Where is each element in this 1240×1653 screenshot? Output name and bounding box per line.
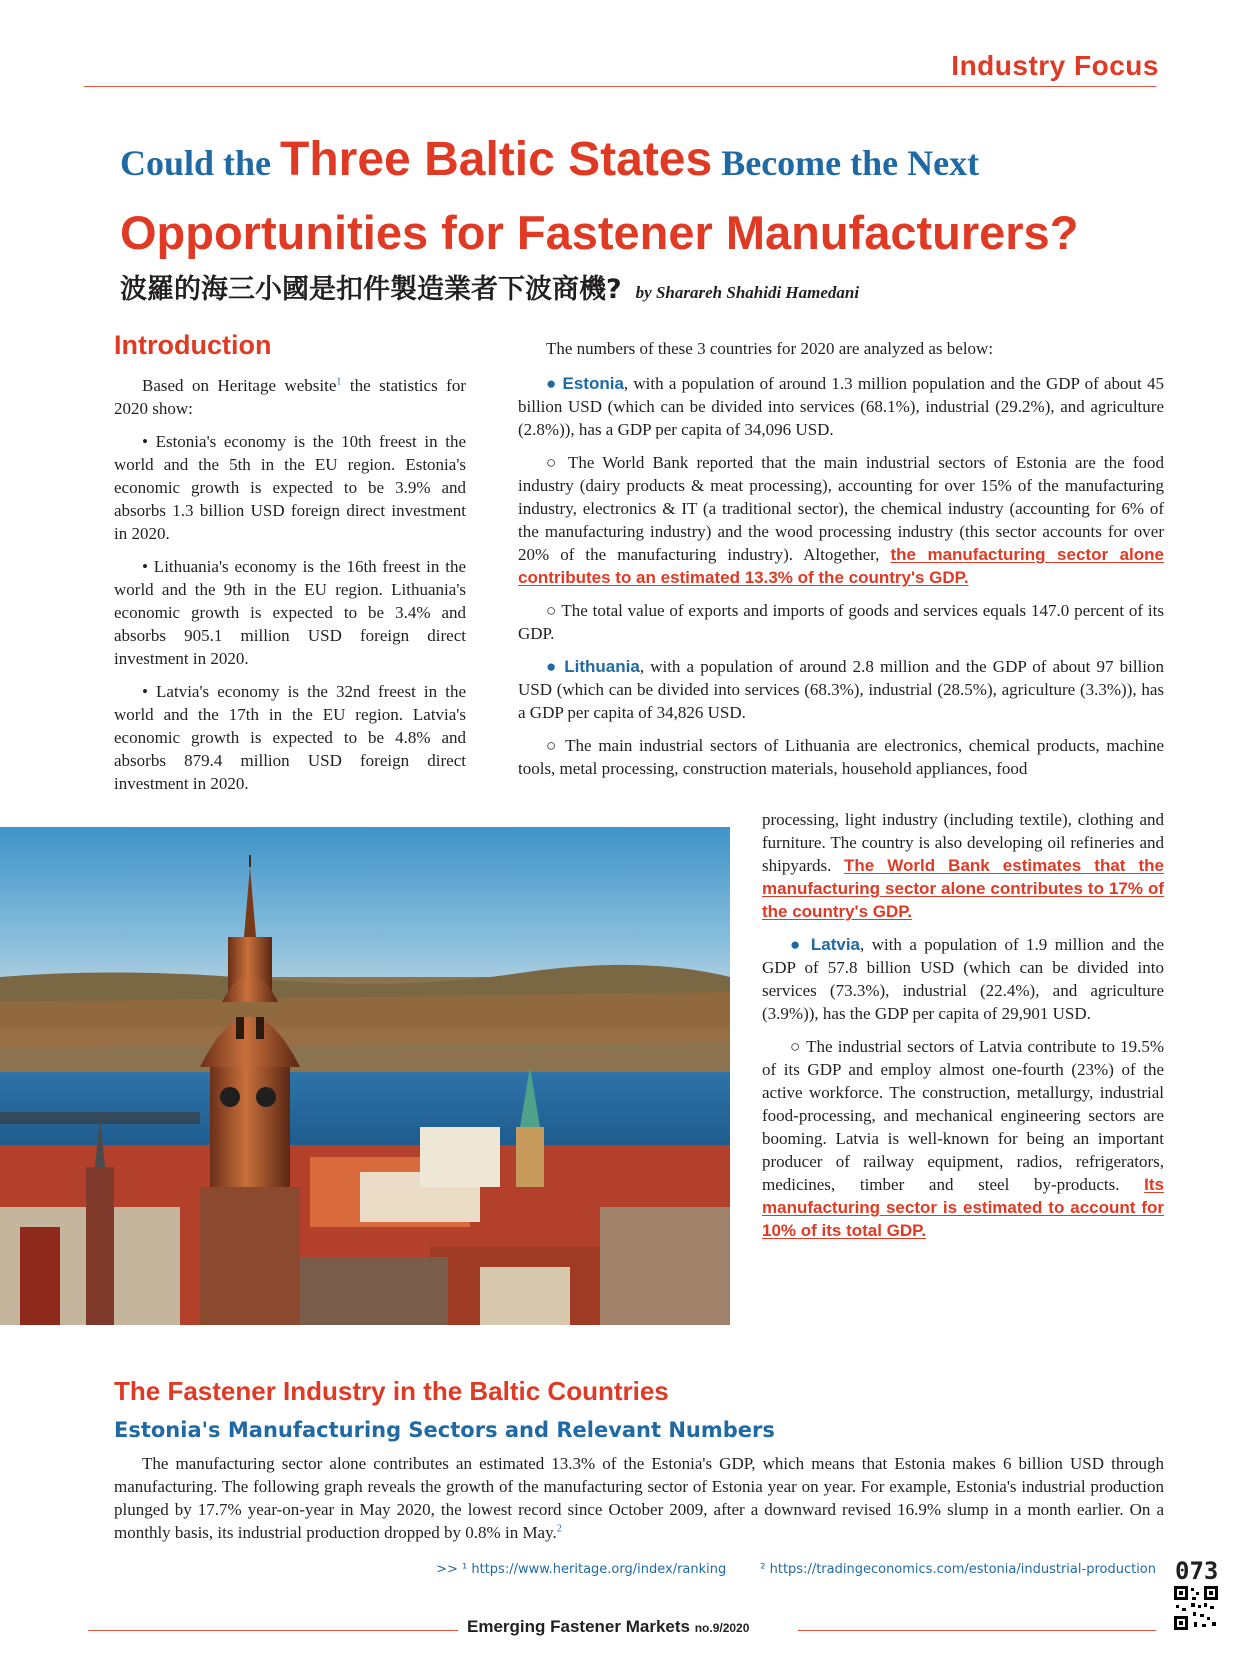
magazine-name: Emerging Fastener Markets (467, 1617, 695, 1636)
footnote-2[interactable]: ² https://tradingeconomics.com/estonia/industrial-production (760, 1562, 1156, 1577)
lithuania-industry-paragraph: ○ The main industrial sectors of Lithuania are electronics, chemical products, machine tools, metal processing, construction materials, household appliances, food (518, 736, 1164, 778)
footer-rule-right (798, 1630, 1156, 1631)
bullet-dot: ● (546, 657, 565, 676)
title-line-3 (120, 268, 1180, 315)
analysis-lead: The numbers of these 3 countries for 2020 are analyzed as below: (546, 339, 994, 358)
lithuania-freedom-bullet: • Lithuania's economy is the 16th freest in the world and the 9th in the EU region. Lithuania's economic growth is expected to be 3.4% and absorbs 905.1 million USD foreign direct investment in 2020. (114, 557, 466, 668)
analysis-column (518, 337, 1164, 780)
lithuania-text: , with a population of around 2.8 million and the GDP of about 97 billion USD (which can be divided into services (68.3%), industrial (28.5%), agriculture (3.3%)), has a GDP per capita of 34,826 USD. (518, 657, 1164, 722)
lithuania-paragraph (518, 655, 1164, 724)
estonia-gdp-highlight: the manufacturing sector alone contributes to an estimated 13.3% of the country's GDP. (518, 545, 1164, 587)
estonia-paragraph (518, 372, 1164, 441)
fastener-body (114, 1452, 1164, 1554)
country-estonia: Estonia (562, 374, 624, 393)
country-lithuania: Lithuania (564, 657, 640, 676)
title-line-2: Opportunities for Fastener Manufacturers? (120, 206, 1079, 259)
latvia-freedom-bullet: • Latvia's economy is the 32nd freest in the world and the 17th in the EU region. Latvia's economic growth is expected to be 4.8% and absorbs 879.4 million USD foreign direct investment in 2020. (114, 682, 466, 793)
estonia-industry-paragraph (518, 451, 1164, 589)
analysis-column-lower (762, 808, 1164, 1252)
latvia-gdp-highlight: Its manufacturing sector is estimated to account for 10% of its total GDP. (762, 1175, 1164, 1240)
riga-cityscape-photo (0, 827, 730, 1325)
section-label: Industry Focus (951, 50, 1159, 81)
title-suffix: Become the Next (712, 143, 980, 183)
latvia-paragraph (762, 933, 1164, 1025)
lithuania-gdp-highlight: The World Bank estimates that the manufacturing sector alone contributes to 17% of the country's GDP. (762, 856, 1164, 921)
estonia-trade-paragraph: ○ The total value of exports and imports of goods and services equals 147.0 percent of its GDP. (518, 601, 1164, 643)
intro-heading: Introduction (114, 330, 272, 360)
latvia-text: , with a population of 1.9 million and the GDP of 57.8 billion USD (which can be divided into services (73.3%), industrial (22.4%), and agriculture (3.9%)), has the GDP per capita of 29,901 USD. (762, 935, 1164, 1023)
estonia-freedom-bullet: • Estonia's economy is the 10th freest in the world and the 5th in the EU region. Estonia's economic growth is expected to be 3.9% and absorbs 1.3 billion USD foreign direct investment in 2020. (114, 432, 466, 543)
lithuania-industry-continued (762, 808, 1164, 923)
title-prefix: Could the (120, 143, 281, 183)
chinese-title: 波羅的海三小國是扣件製造業者下波商機? (120, 274, 622, 305)
fastener-paragraph (114, 1452, 1164, 1544)
intro-text-rest: the statistics for 2020 show: (114, 376, 466, 418)
bullet-dot: ● (546, 374, 563, 393)
title-line-1 (120, 130, 1180, 200)
intro-column (114, 374, 466, 805)
footer-magazine (467, 1617, 749, 1637)
footnote-ref-1: 1 (336, 376, 342, 388)
estonia-industry-text: ○ The World Bank reported that the main industrial sectors of Estonia are the food industry (dairy products & meat processing), accounting for over 15% of the manufacturing industry, electronics & IT (a traditional sector), the chemical industry (accounting for 6% of the manufacturing industry) and the wood processing industry (this sector accounts for over 20% of the manufacturing industry). Altogether, (518, 453, 1164, 564)
footnotes (436, 1562, 1156, 1577)
title-highlight: Three Baltic States (280, 133, 713, 186)
page-number: 073 (1175, 1557, 1219, 1585)
fastener-heading: The Fastener Industry in the Baltic Countries (114, 1376, 669, 1406)
bullet-dot: ● (790, 935, 811, 954)
article-title (120, 130, 1180, 315)
country-latvia: Latvia (810, 935, 861, 954)
latvia-industry-paragraph (762, 1035, 1164, 1242)
lithuania-industry-text: processing, light industry (including textile), clothing and furniture. The country is also developing oil refineries and shipyards. (762, 810, 1164, 875)
byline: by Sharareh Shahidi Hamedani (635, 283, 860, 302)
issue-number: no.9/2020 (694, 1621, 750, 1635)
intro-text: Based on Heritage website (142, 376, 337, 395)
footnote-1[interactable]: >> ¹ https://www.heritage.org/index/ranking (436, 1562, 727, 1577)
estonia-text: , with a population of around 1.3 million population and the GDP of about 45 billion USD (which can be divided into services (68.1%), industrial (29.2%), and agriculture (2.8%)), has a GDP per capita of 34,096 USD. (518, 374, 1164, 439)
header-rule (84, 86, 1156, 87)
qr-code (1174, 1586, 1218, 1630)
latvia-industry-text: ○ The industrial sectors of Latvia contribute to 19.5% of its GDP and employ almost one-fourth (23%) of the active workforce. The construction, metallurgy, industrial food-processing, and mechanical engineering sectors are booming. Latvia is well-known for being an important producer of railway equipment, radios, refrigerators, medicines, timber and steel by-products. (762, 1037, 1164, 1194)
intro-paragraph (114, 374, 466, 420)
footnote-ref-2: 2 (556, 1523, 562, 1535)
fastener-subheading: Estonia's Manufacturing Sectors and Relevant Numbers (114, 1418, 775, 1442)
footer-rule-left (88, 1630, 458, 1631)
fastener-text: The manufacturing sector alone contributes an estimated 13.3% of the Estonia's GDP, which means that Estonia makes 6 billion USD through manufacturing. The following graph reveals the growth of the manufacturing sector of Estonia year on year. For example, Estonia's industrial production plunged by 17.7% year-on-year in May 2020, the lowest record since October 2009, after a downward revised 16.9% slump in a month earlier. On a monthly basis, its industrial production dropped by 0.8% in May. (114, 1454, 1164, 1542)
